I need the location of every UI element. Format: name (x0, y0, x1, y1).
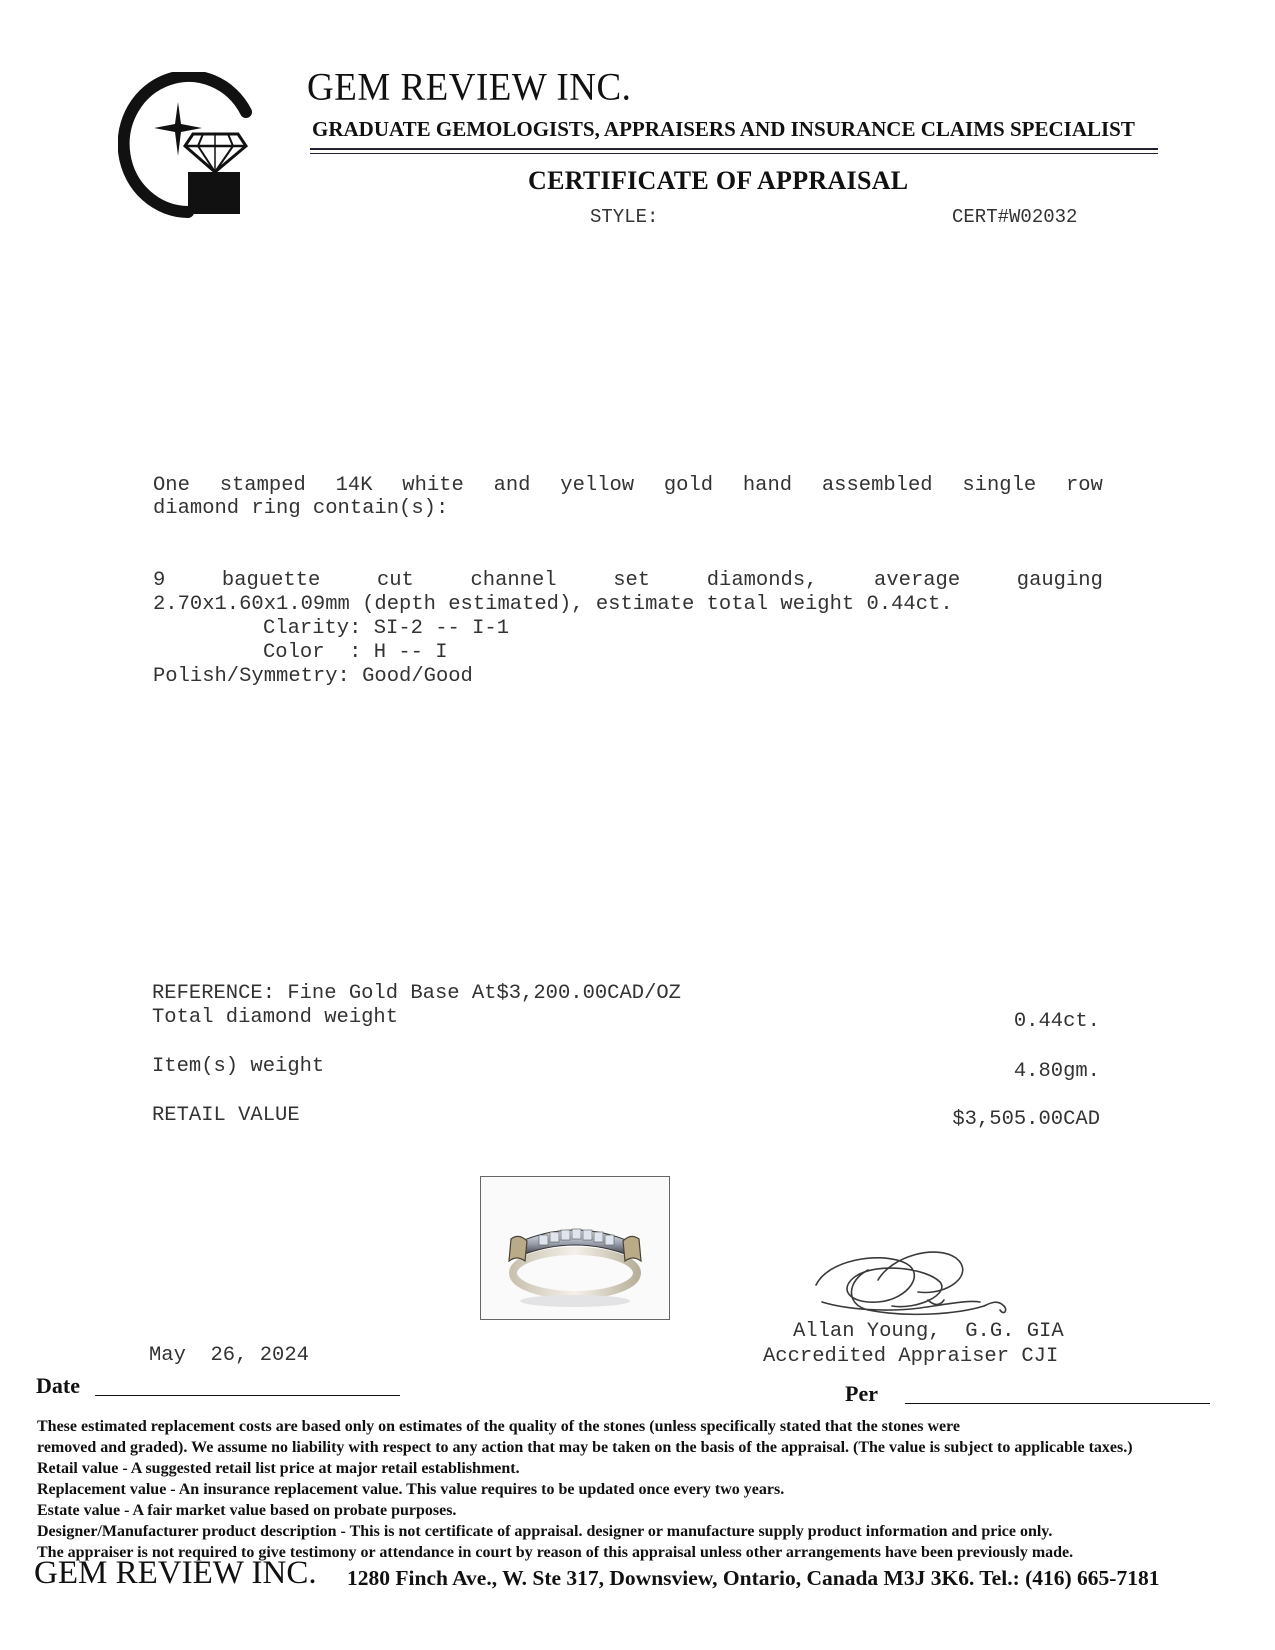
color-grade: Color : H -- I (263, 641, 448, 664)
style-label: STYLE: (590, 206, 659, 228)
description-word: 14K (335, 474, 373, 497)
retail-value: $3,505.00CAD (952, 1108, 1100, 1131)
description-word: stamped (219, 474, 306, 497)
retail-value-label: RETAIL VALUE (152, 1104, 300, 1127)
disclaimer-line: Retail value - A suggested retail list price at major retail establishment. (37, 1460, 520, 1477)
description-word: and (493, 474, 531, 497)
stones-description-word: diamonds, (706, 569, 818, 592)
polish-symmetry-grade: Polish/Symmetry: Good/Good (153, 665, 473, 688)
diamond-weight-label: Total diamond weight (152, 1006, 399, 1029)
item-weight-value: 4.80gm. (1013, 1060, 1100, 1083)
ring-image-icon (481, 1177, 669, 1319)
stones-description-word: average (874, 569, 961, 592)
stones-description-word: 9 (153, 569, 166, 592)
disclaimer-line: Replacement value - An insurance replacement value. This value requires to be updated once every two years. (37, 1481, 785, 1498)
description-line: diamond ring contain(s): (153, 497, 449, 520)
clarity-grade: Clarity: SI-2 -- I-1 (263, 617, 510, 640)
item-weight-label: Item(s) weight (152, 1055, 325, 1078)
company-tagline: GRADUATE GEMOLOGISTS, APPRAISERS AND INSURANCE CLAIMS SPECIALIST (312, 117, 1135, 141)
footer-company-name: GEM REVIEW INC. (34, 1555, 317, 1591)
stones-description-word: cut (376, 569, 414, 592)
disclaimer-line: The appraiser is not required to give testimony or attendance in court by reason of this appraisal unless other arrangements have been previously made. (37, 1544, 1074, 1561)
description-line (153, 474, 1103, 498)
appraiser-signature (808, 1240, 1018, 1330)
diamond-weight-value: 0.44ct. (1013, 1010, 1100, 1033)
stones-description-word: baguette (221, 569, 321, 592)
description-word: single (962, 474, 1037, 497)
gold-base-reference: REFERENCE: Fine Gold Base At$3,200.00CAD/OZ (152, 982, 681, 1005)
ring-photo (480, 1176, 670, 1320)
description-word: white (402, 474, 464, 497)
date-label: Date (36, 1373, 80, 1398)
description-word: gold (663, 474, 714, 497)
description-word: assembled (821, 474, 933, 497)
disclaimer-line: These estimated replacement costs are based only on estimates of the quality of the stones (unless specifically stated that the stones were (37, 1418, 961, 1435)
certificate-title: CERTIFICATE OF APPRAISAL (528, 166, 909, 195)
header-rule (310, 148, 1158, 150)
description-word: yellow (560, 474, 635, 497)
header-rule (310, 153, 1158, 154)
stones-description-word: set (613, 569, 651, 592)
stones-description-word: channel (470, 569, 557, 592)
stones-description-word: gauging (1016, 569, 1103, 592)
disclaimer-line: Designer/Manufacturer product description - This is not certificate of appraisal. designer or manufacture supply product information and price only. (37, 1523, 1053, 1540)
stones-description-line (153, 569, 1103, 593)
appraisal-date: May 26, 2024 (149, 1344, 309, 1367)
company-name: GEM REVIEW INC. (307, 65, 632, 110)
description-word: row (1065, 474, 1103, 497)
disclaimer-line: removed and graded). We assume no liability with respect to any action that may be taken on the basis of the appraisal. (The value is subject to applicable taxes.) (37, 1439, 1133, 1456)
date-signature-line (95, 1395, 400, 1396)
footer-address: 1280 Finch Ave., W. Ste 317, Downsview, Ontario, Canada M3J 3K6. Tel.: (416) 665-7181 (347, 1566, 1160, 1590)
disclaimer-line: Estate value - A fair market value based on probate purposes. (37, 1502, 457, 1519)
stones-description-line: 2.70x1.60x1.09mm (depth estimated), estimate total weight 0.44ct. (153, 593, 953, 616)
gem-review-logo-icon (118, 72, 258, 222)
description-word: hand (742, 474, 793, 497)
cert-number: CERT#W02032 (952, 206, 1078, 228)
description-word: One (153, 474, 190, 497)
appraiser-name: Allan Young, G.G. GIA (793, 1320, 1064, 1343)
per-signature-line (905, 1403, 1210, 1404)
appraiser-credential: Accredited Appraiser CJI (763, 1345, 1059, 1368)
per-label: Per (845, 1381, 878, 1406)
